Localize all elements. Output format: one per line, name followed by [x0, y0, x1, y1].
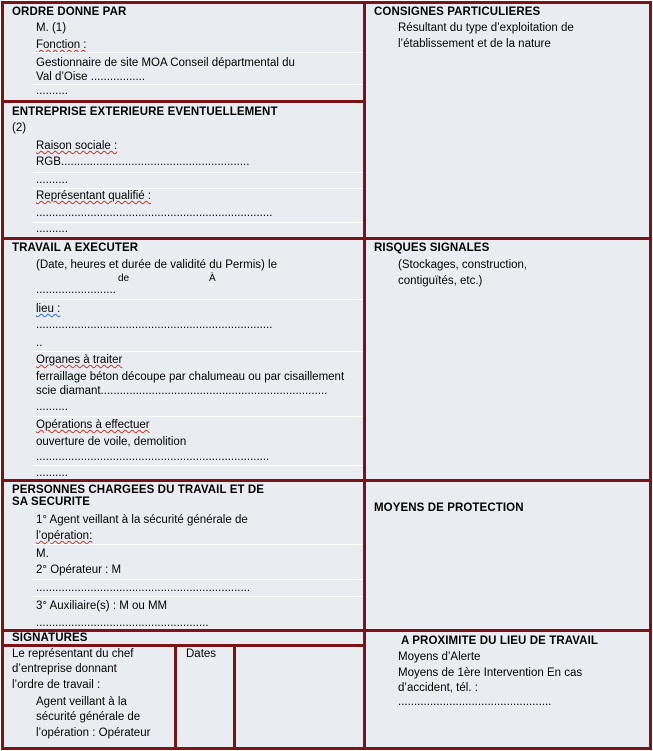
travail-dots2: ..........................................................................	[36, 319, 273, 331]
row-divider	[33, 544, 363, 545]
ordre-m: M. (1)	[36, 22, 67, 34]
proximite-title: A PROXIMITE DU LIEU DE TRAVAIL	[401, 635, 599, 647]
protection-title: MOYENS DE PROTECTION	[374, 502, 524, 514]
risques-title: RISQUES SIGNALES	[374, 242, 490, 254]
travail-organes-label: Organes à traiter	[36, 354, 123, 366]
row-divider	[33, 579, 363, 580]
proximite-dots: ................................................	[398, 696, 552, 708]
ordre-dots: ..........	[36, 85, 68, 97]
consignes-line2: l’établissement et de la nature	[398, 38, 551, 50]
signatures-rep-line2: d’entreprise donnant	[12, 663, 117, 675]
personnes-dots1: ...................................................................	[36, 582, 251, 594]
entreprise-dots1: ..........	[36, 174, 68, 186]
travail-dots3: ..	[36, 337, 43, 349]
personnes-title-line1: PERSONNES CHARGEES DU TRAVAIL ET DE	[12, 484, 265, 496]
ordre-fonction-label: Fonction :	[36, 39, 87, 51]
travail-section	[3, 239, 365, 481]
signatures-dates: Dates	[186, 648, 217, 660]
risques-line2: contiguïtés, etc.)	[398, 275, 483, 287]
signatures-rep-line1: Le représentant du chef	[12, 648, 134, 660]
personnes-title-line2: SA SECURITE	[12, 496, 90, 508]
protection-section	[365, 481, 650, 631]
entreprise-raison-label: Raison sociale :	[36, 140, 118, 152]
personnes-section	[3, 481, 365, 631]
travail-a: À	[209, 273, 216, 284]
entreprise-dots2: ..........................................................................	[36, 207, 273, 219]
sig-divider	[174, 644, 177, 750]
travail-operations-value: ouverture de voile, demolition	[36, 436, 187, 448]
row-divider	[33, 351, 363, 352]
row-divider	[33, 84, 363, 85]
row-border	[1, 479, 652, 482]
entreprise-dots3: ..........	[36, 223, 68, 235]
column-divider	[363, 1, 366, 750]
risques-line1: (Stockages, construction,	[398, 259, 528, 271]
signatures-agent-line1: Agent veillant à la	[36, 696, 127, 708]
row-divider	[33, 299, 363, 300]
travail-dots1: .........................	[36, 284, 116, 296]
signatures-agent-line2: sécurité générale de	[36, 711, 141, 723]
travail-line1: (Date, heures et durée de validité du Permis) le	[36, 259, 277, 271]
entreprise-note: (2)	[12, 122, 27, 134]
personnes-m: M.	[36, 548, 49, 560]
risques-section	[365, 239, 650, 481]
ordre-section	[3, 3, 365, 102]
ordre-title: ORDRE DONNE PAR	[12, 6, 127, 18]
travail-lieu-label: lieu :	[36, 303, 61, 315]
row-border	[1, 644, 365, 647]
signatures-section	[3, 631, 365, 748]
entreprise-raison-value: RGB...........................................................	[36, 156, 250, 168]
signatures-agent-line3: l’opération : Opérateur	[36, 727, 151, 739]
signatures-rep-line3: l’ordre de travail :	[12, 679, 101, 691]
travail-dots4: ..........	[36, 401, 68, 413]
travail-operations-label: Opérations à effectuer	[36, 419, 150, 431]
travail-dots6: ..........	[36, 467, 68, 479]
travail-organes-line2: scie diamant.......................................................................	[36, 385, 328, 397]
row-divider	[33, 416, 363, 417]
row-border	[1, 237, 652, 240]
row-divider	[33, 172, 363, 173]
row-divider	[33, 222, 363, 223]
row-border	[1, 629, 652, 632]
personnes-dots2: ......................................................	[36, 617, 209, 629]
ordre-line2: Val d’Oise .................	[36, 71, 146, 83]
row-divider	[33, 596, 363, 597]
row-border	[1, 100, 365, 103]
entreprise-rep-label: Représentant qualifié :	[36, 190, 152, 202]
sig-divider	[233, 644, 236, 750]
row-divider	[33, 465, 363, 466]
signatures-title: SIGNATURES	[12, 632, 88, 644]
proximite-line2: Moyens de 1ère Intervention En cas	[398, 667, 583, 679]
personnes-agent-line1: 1° Agent veillant à la sécurité générale de	[36, 514, 248, 526]
personnes-operateur: 2° Opérateur : M	[36, 564, 122, 576]
consignes-section	[365, 3, 650, 239]
travail-dots5: .........................................................................	[36, 451, 270, 463]
ordre-line1: Gestionnaire de site MOA Conseil départmental du	[36, 57, 295, 69]
proximite-section	[365, 631, 650, 748]
entreprise-section	[3, 102, 365, 239]
personnes-agent-line2: l’opération:	[36, 530, 93, 542]
travail-de: de	[118, 273, 130, 284]
entreprise-title: ENTREPRISE EXTERIEURE EVENTUELLEMENT	[12, 106, 278, 118]
row-divider	[33, 52, 363, 53]
personnes-auxiliaire: 3° Auxiliaire(s) : M ou MM	[36, 600, 168, 612]
consignes-title: CONSIGNES PARTICULIERES	[374, 6, 541, 18]
proximite-line1: Moyens d’Alerte	[398, 651, 481, 663]
consignes-line1: Résultant du type d’exploitation de	[398, 22, 574, 34]
row-divider	[33, 188, 363, 189]
travail-title: TRAVAIL A EXECUTER	[12, 242, 139, 254]
proximite-line3: d’accident, tél. :	[398, 682, 478, 694]
travail-organes-line1: ferraillage béton découpe par chalumeau ou par cisaillement	[36, 371, 345, 383]
